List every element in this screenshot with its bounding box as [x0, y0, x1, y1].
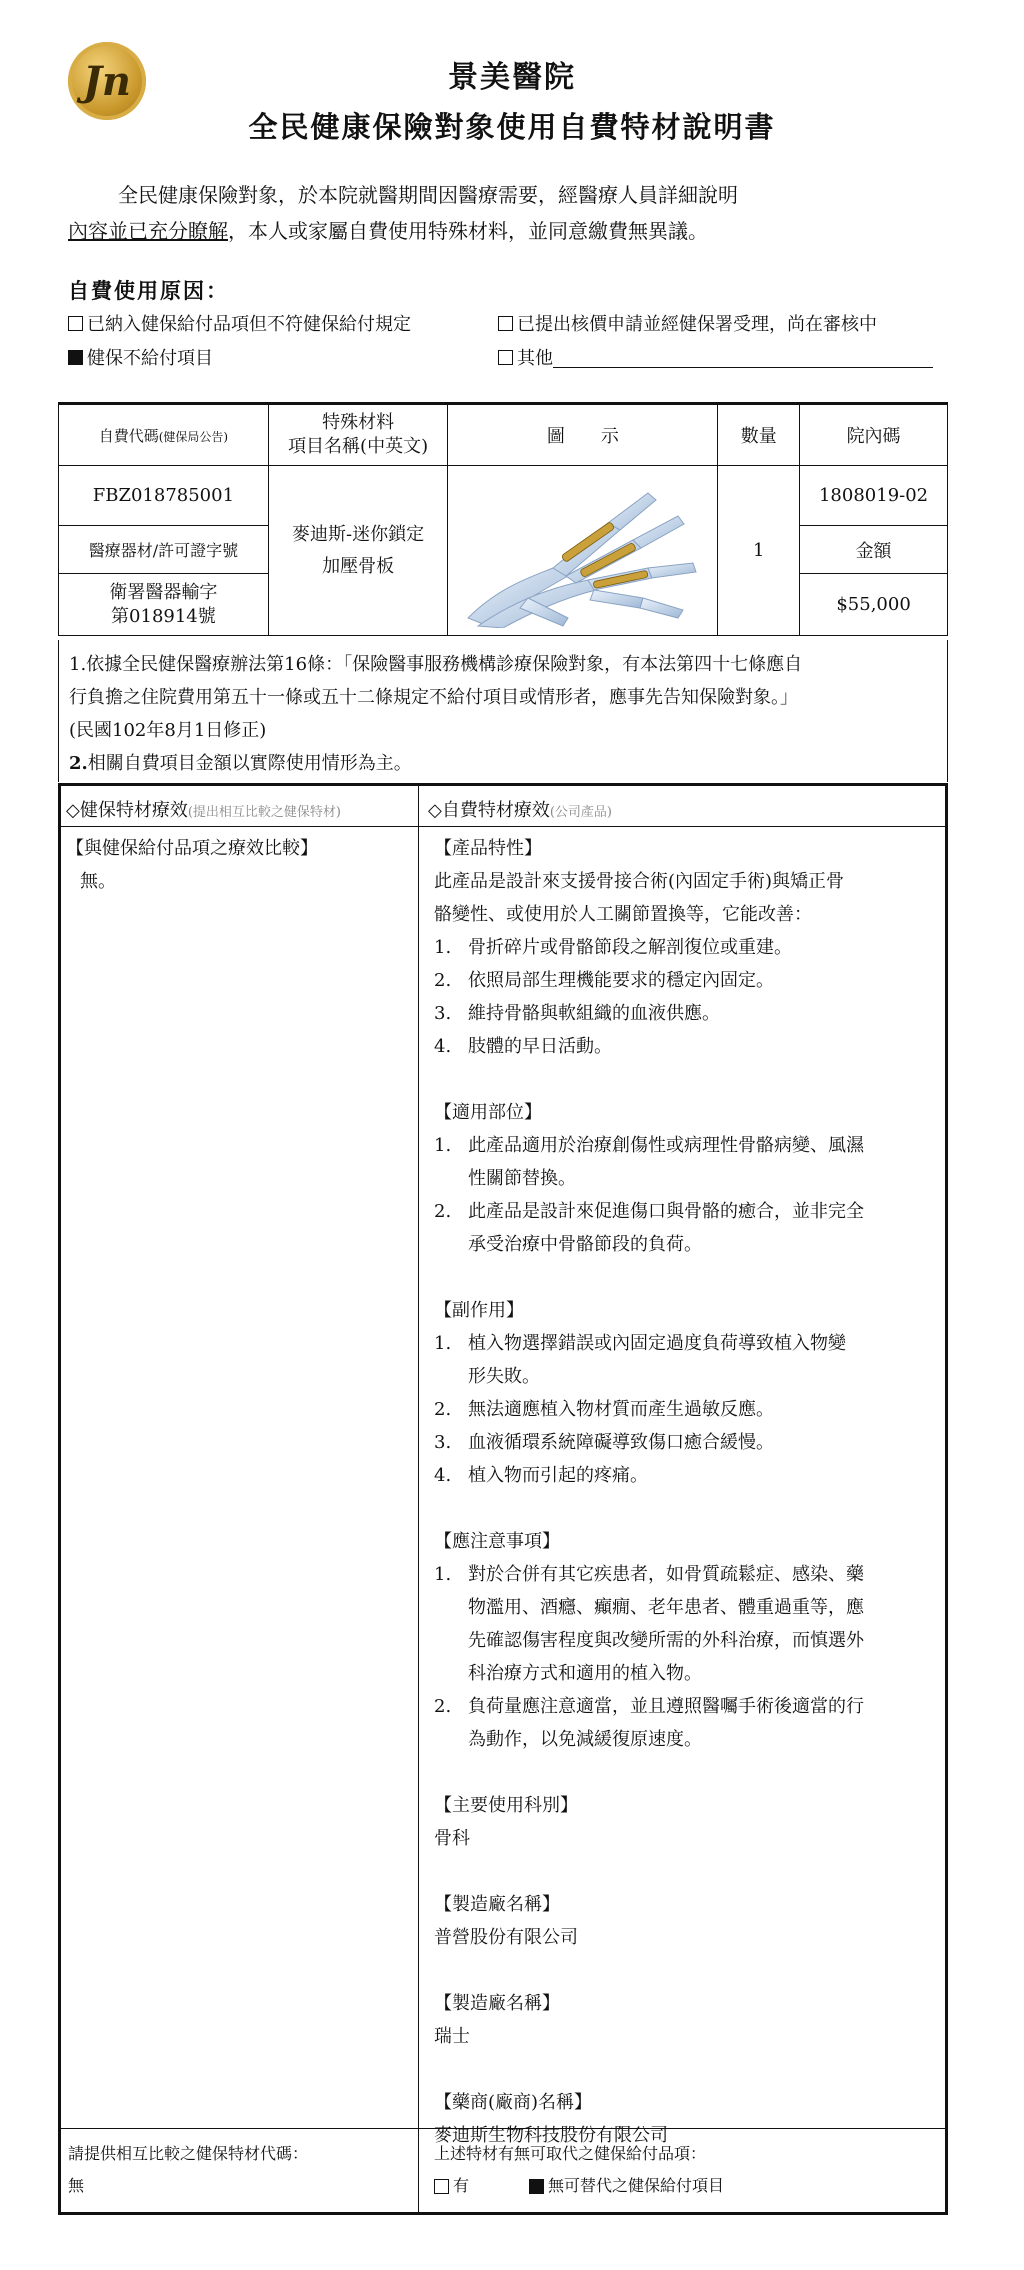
sites-title: 【適用部位】 [434, 1102, 542, 1123]
sites-list [434, 1129, 942, 1261]
license-label: 醫療器材/許可證字號 [59, 526, 269, 574]
qty-value: 1 [718, 466, 800, 636]
header-code [59, 404, 269, 466]
reason-option-3-label: 健保不給付項目 [87, 348, 213, 369]
note-2 [69, 747, 937, 780]
distributor-title: 【藥商(廠商)名稱】 [434, 2092, 593, 2113]
precaution-1-a: 對於合併有其它疾患者，如骨質疏鬆症、感染、藥 [468, 1564, 864, 1585]
footer-option-yes: 有 [453, 2176, 470, 2195]
document-title: 全民健康保險對象使用自費特材說明書 [248, 110, 776, 144]
intro-underlined: 內容並已充分瞭解 [68, 219, 228, 243]
checkbox-checked[interactable] [68, 350, 83, 365]
header-figure: 圖 示 [448, 404, 718, 466]
precautions-title: 【應注意事項】 [434, 1531, 560, 1552]
list-item: 1. 植入物選擇錯誤或內固定過度負荷導致植入物變 形失敗。 [434, 1327, 942, 1393]
checkbox-checked[interactable] [529, 2179, 544, 2194]
reason-option-1[interactable] [68, 310, 411, 336]
header-name [268, 404, 448, 466]
department-title: 【主要使用科別】 [434, 1795, 578, 1816]
features-title: 【產品特性】 [434, 838, 542, 859]
list-item: 4. 肢體的早日活動。 [434, 1036, 612, 1057]
logo-text: Jn [82, 57, 131, 105]
reason-option-2-label: 已提出核價申請並經健保署受理，尚在審核中 [517, 314, 877, 335]
feature-3: 維持骨骼與軟組織的血液供應。 [468, 1003, 720, 1024]
left-footer-label: 請提供相互比較之健保特材代碼： [68, 2144, 309, 2163]
precaution-2-b: 為動作，以免減緩復原速度。 [468, 1729, 702, 1750]
reason-option-4[interactable] [498, 344, 933, 370]
left-footer [68, 2138, 408, 2202]
precaution-1-c: 先確認傷害程度與改變所需的外科治療，而慎選外 [468, 1630, 864, 1651]
side-effect-4: 植入物而引起的疼痛。 [468, 1465, 648, 1486]
checkbox[interactable] [434, 2179, 449, 2194]
item-name-2: 加壓骨板 [322, 555, 395, 577]
feature-2: 依照局部生理機能要求的穩定內固定。 [468, 970, 774, 991]
code-value: FBZ018785001 [59, 466, 269, 526]
reason-option-1-label: 已納入健保給付品項但不符健保給付規定 [87, 314, 411, 335]
other-input-line[interactable] [553, 347, 933, 368]
side-effects-list [434, 1327, 942, 1492]
header-hosp-code: 院內碼 [800, 404, 948, 466]
header-code-sub: (健保局公告) [158, 429, 229, 444]
features-list [434, 931, 942, 1063]
precautions-list [434, 1558, 942, 1756]
list-item: 2. 無法適應植入物材質而產生過敏反應。 [434, 1399, 774, 1420]
precaution-2-a: 負荷量應注意適當，並且遵照醫囑手術後適當的行 [468, 1696, 864, 1717]
item-name-1: 麥迪斯-迷你鎖定 [292, 523, 425, 545]
list-item: 1. 骨折碎片或骨骼節段之解剖復位或重建。 [434, 937, 792, 958]
figure-cell [448, 466, 718, 636]
list-item: 1. 對於合併有其它疾患者，如骨質疏鬆症、感染、藥 物濫用、酒癮、癲癇、老年患者、體重過重等，應 先確認傷害程度與改變所需的外科治療，而慎選外 科治療方式和適用的植入物。 [434, 1558, 942, 1690]
distributor-value: 麥迪斯生物科技股份有限公司 [434, 2125, 668, 2146]
site-1-b: 性關節替換。 [468, 1168, 576, 1189]
reason-option-3[interactable] [68, 344, 213, 370]
hand-bone-plate-image [458, 468, 708, 628]
license-value-2: 第018914號 [111, 605, 216, 627]
list-item: 3. 維持骨骼與軟組織的血液供應。 [434, 1003, 720, 1024]
compare-value: 無。 [80, 871, 116, 892]
intro-line2: ，本人或家屬自費使用特殊材料，並同意繳費無異議。 [228, 219, 708, 243]
department-value: 骨科 [434, 1828, 470, 1849]
right-column-header [428, 796, 612, 822]
list-item: 4. 植入物而引起的疼痛。 [434, 1465, 648, 1486]
right-head: ◇自費特材療效 [428, 800, 550, 821]
list-item: 3. 血液循環系統障礙導致傷口癒合緩慢。 [434, 1432, 774, 1453]
note-1-line-c: (民國102年8月1日修正) [69, 720, 267, 741]
reason-option-2[interactable] [498, 310, 877, 336]
list-item: 1. 此產品適用於治療創傷性或病理性骨骼病變、風濕 性關節替換。 [434, 1129, 942, 1195]
precaution-1-b: 物濫用、酒癮、癲癇、老年患者、體重過重等，應 [468, 1597, 864, 1618]
list-item: 2. 依照局部生理機能要求的穩定內固定。 [434, 970, 774, 991]
features-line-2: 骼變性、或使用於人工關節置換等，它能改善： [434, 904, 812, 925]
note-1-line-b: 行負擔之住院費用第五十一條或五十二條規定不給付項目或情形者，應事先告知保險對象。」 [69, 687, 798, 708]
header-name-2: 項目名稱(中英文) [288, 436, 429, 457]
left-head-sub: (提出相互比較之健保特材) [187, 805, 341, 820]
license-value [59, 574, 269, 636]
manufacturer-title: 【製造廠名稱】 [434, 1894, 560, 1915]
features-line-1: 此產品是設計來支援骨接合術(內固定手術)與矯正骨 [434, 871, 845, 892]
site-2-b: 承受治療中骨骼節段的負荷。 [468, 1234, 702, 1255]
amount-value: $55,000 [800, 574, 948, 636]
notes-section [58, 640, 948, 782]
checkbox[interactable] [498, 350, 513, 365]
precaution-1-d: 科治療方式和適用的植入物。 [468, 1663, 702, 1684]
right-column-body [434, 832, 942, 2152]
header-name-1: 特殊材料 [322, 412, 395, 433]
right-footer-options [434, 2170, 942, 2202]
manufacturer-country-value: 瑞士 [434, 2026, 470, 2047]
feature-1: 骨折碎片或骨骼節段之解剖復位或重建。 [468, 937, 792, 958]
header-code-label: 自費代碼 [98, 426, 159, 445]
site-1-a: 此產品適用於治療創傷性或病理性骨骼病變、風濕 [468, 1135, 864, 1156]
header-qty: 數量 [718, 404, 800, 466]
manufacturer-country-title: 【製造廠名稱】 [434, 1993, 560, 2014]
note-2-number: 2. [69, 753, 88, 774]
left-column-body [66, 832, 411, 898]
intro-paragraph [68, 177, 958, 249]
item-name [268, 466, 448, 636]
footer-option-no: 無可替代之健保給付項目 [548, 2176, 725, 2195]
left-head: ◇健保特材療效 [66, 800, 188, 821]
side-effect-3: 血液循環系統障礙導致傷口癒合緩慢。 [468, 1432, 774, 1453]
site-2-a: 此產品是設計來促進傷口與骨骼的癒合，並非完全 [468, 1201, 864, 1222]
reason-option-4-label: 其他 [517, 348, 553, 369]
hosp-code-value: 1808019-02 [800, 466, 948, 526]
side-effect-2: 無法適應植入物材質而產生過敏反應。 [468, 1399, 774, 1420]
list-item: 2. 負荷量應注意適當，並且遵照醫囑手術後適當的行 為動作，以免減緩復原速度。 [434, 1690, 942, 1756]
hospital-name: 景美醫院 [448, 60, 576, 95]
right-footer-label: 上述特材有無可取代之健保給付品項： [434, 2144, 707, 2163]
left-column-header [66, 796, 341, 822]
side-effect-1-a: 植入物選擇錯誤或內固定過度負荷導致植入物變 [468, 1333, 846, 1354]
amount-label: 金額 [800, 526, 948, 574]
side-effect-1-b: 形失敗。 [468, 1366, 540, 1387]
license-value-1: 衛署醫器輸字 [109, 581, 218, 603]
note-1-line-a: 1.依據全民健保醫療辦法第16條：「保險醫事服務機構診療保險對象，有本法第四十七條應自 [69, 654, 803, 675]
right-head-sub: (公司產品) [549, 805, 612, 820]
column-divider [418, 783, 419, 2215]
checkbox[interactable] [498, 316, 513, 331]
column-header-divider [58, 826, 948, 827]
list-item: 2. 此產品是設計來促進傷口與骨骼的癒合，並非完全 承受治療中骨骼節段的負荷。 [434, 1195, 942, 1261]
manufacturer-value: 普營股份有限公司 [434, 1927, 578, 1948]
material-table [58, 402, 948, 636]
left-footer-value: 無 [68, 2176, 85, 2195]
checkbox[interactable] [68, 316, 83, 331]
note-2-text: 相關自費項目金額以實際使用情形為主。 [87, 753, 412, 774]
right-footer [434, 2138, 942, 2202]
compare-title: 【與健保給付品項之療效比較】 [66, 838, 318, 859]
intro-line1: 全民健康保險對象，於本院就醫期間因醫療需要，經醫療人員詳細說明 [118, 183, 738, 207]
feature-4: 肢體的早日活動。 [468, 1036, 612, 1057]
side-effects-title: 【副作用】 [434, 1300, 524, 1321]
reason-title: 自費使用原因： [68, 278, 229, 303]
